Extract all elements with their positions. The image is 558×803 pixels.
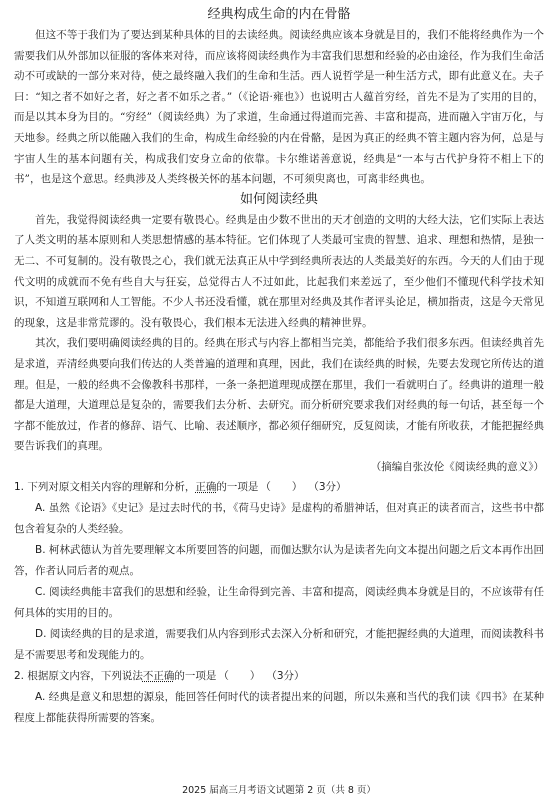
question-1-option-c: C. 阅读经典能丰富我们的思想和经验，让生命得到完善、丰富和提高，阅读经典本身就是目的，不应该带有任何具体的实用的目的。 [14, 586, 544, 620]
essay1-title: 经典构成生命的内在骨骼 [207, 7, 351, 22]
question-1-option-b: B. 柯林武德认为首先要理解文本所要回答的问题，而伽达默尔认为是读者先向文本提出问题之后文本再作出回答，作者认同后者的观点。 [14, 544, 544, 578]
question-1-stem-tail: 的一项是 [216, 481, 259, 494]
essay2-source: （摘编自张汝伦《阅读经典的意义》） [370, 460, 544, 473]
question-2-score: （3分） [266, 670, 305, 683]
essay2-title: 如何阅读经典 [239, 191, 318, 207]
question-2-stem [14, 666, 544, 687]
essay2-paragraph-2: 其次，我们要明确阅读经典的目的。经典在形式与内容上都相当完美，都能给予我们很多东西。但读经典首先是求道，弄清经典要向我们传达的人类普遍的道理和真理，因此，我们在读经典的时候，先要去发现它所传达的道理。但是，一般的经典不会像教科书那样，一条一条把道理现成摆在那里，我们一看就明白了。经典讲的道理一般都是大道理，大道理总是复杂的，需要我们去分析、去研究。而分析研究要求我们对经典的每一句话，甚至每一个字都不能放过，作者的修辞、语气、比喻、表述顺序，都必须仔细研究，反复阅读，才能有所收获，才能把握经典要告诉我们的真理。 [14, 337, 544, 453]
question-2-stem-text: 2. 根据原文内容，下列说法 [14, 670, 143, 683]
page-footer: 2025 届高三月考语文试题第 2 页（共 8 页） [182, 785, 376, 796]
question-1-score: （3分） [308, 481, 347, 494]
question-2-stem-tail: 的一项是 [174, 670, 217, 683]
question-1-stem-text: 1. 下列对原文相关内容的理解和分析， [14, 481, 196, 494]
question-2-answer-blank[interactable]: （ ） [218, 670, 261, 683]
question-2-option-a: A. 经典是意义和思想的源泉，能回答任何时代的读者提出来的问题，所以朱熹和当代的我们读《四书》在某种程度上都能获得所需要的答案。 [14, 691, 544, 725]
question-1-option-a: A. 虽然《论语》《史记》是过去时代的书，《荷马史诗》是虚构的希腊神话，但对真正的读者而言，这些书中都包含着复杂的人类经验。 [14, 502, 544, 536]
question-1-answer-blank[interactable]: （ ） [260, 481, 303, 494]
question-1-stem [14, 477, 544, 498]
question-1-option-d: D. 阅读经典的目的是求道，需要我们从内容到形式去深入分析和研究，才能把握经典的大道理，而阅读教科书是不需要思考和发现能力的。 [14, 628, 544, 662]
essay1-paragraph: 但这不等于我们为了要达到某种具体的目的去读经典。阅读经典应该本身就是目的，我们不能将经典作为一个需要我们从外部加以征服的客体来对待，而应该将阅读经典作为丰富我们思想和经验的必由途径，作为我们生命活动不可或缺的一部分来对待，使之最终融入我们的生命和生活。西人说哲学是一种生活方式，即有此意义在。夫子曰：“知之者不如好之者，好之者不如乐之者。”（《论语·雍也》）也说明古人蕴首穷经，首先不是为了实用的目的，而是以其本身为目的。“穷经”（阅读经典）为了求道，生命通过得道而完善、丰富和提高，进而融入宇宙万化，与天地参。经典之所以能融入我们的生命，构成生命经验的内在骨骼，是因为真正的经典不管主题内容为何，总是与宇宙人生的基本问题有关，构成我们安身立命的依靠。卡尔维诺善意说，经典是“一本与古代护身符不相上下的书”，也是这个意思。经典涉及人类终极关怀的基本问题，不可须臾离也，可离非经典也。 [14, 29, 544, 186]
question-1-keyword: 正确 [195, 481, 217, 494]
question-2-keyword: 不正确 [142, 670, 175, 683]
essay2-paragraph-1: 首先，我觉得阅读经典一定要有敬畏心。经典是由少数不世出的天才创造的文明的大经大法，它们实际上表达了人类文明的基本原则和人类思想情感的基本特征。它们体现了人类最可宝贵的智慧、追求、理想和热情，是独一无二、不可复制的。没有敬畏之心，我们就无法真正从中学到经典所表达的人类最美好的东西。今天的人们由于现代文明的成就而不免有些自大与狂妄，总觉得古人不过如此，比起我们来差远了，至少他们不懂现代科学技术知识，不知道互联网和人工智能。不少人书还没看懂，就在那里对经典及其作者评头论足，横加指责，这是今天常见的现象，这是非常荒谬的。没有敬畏心，我们根本无法进入经典的精神世界。 [14, 213, 544, 329]
